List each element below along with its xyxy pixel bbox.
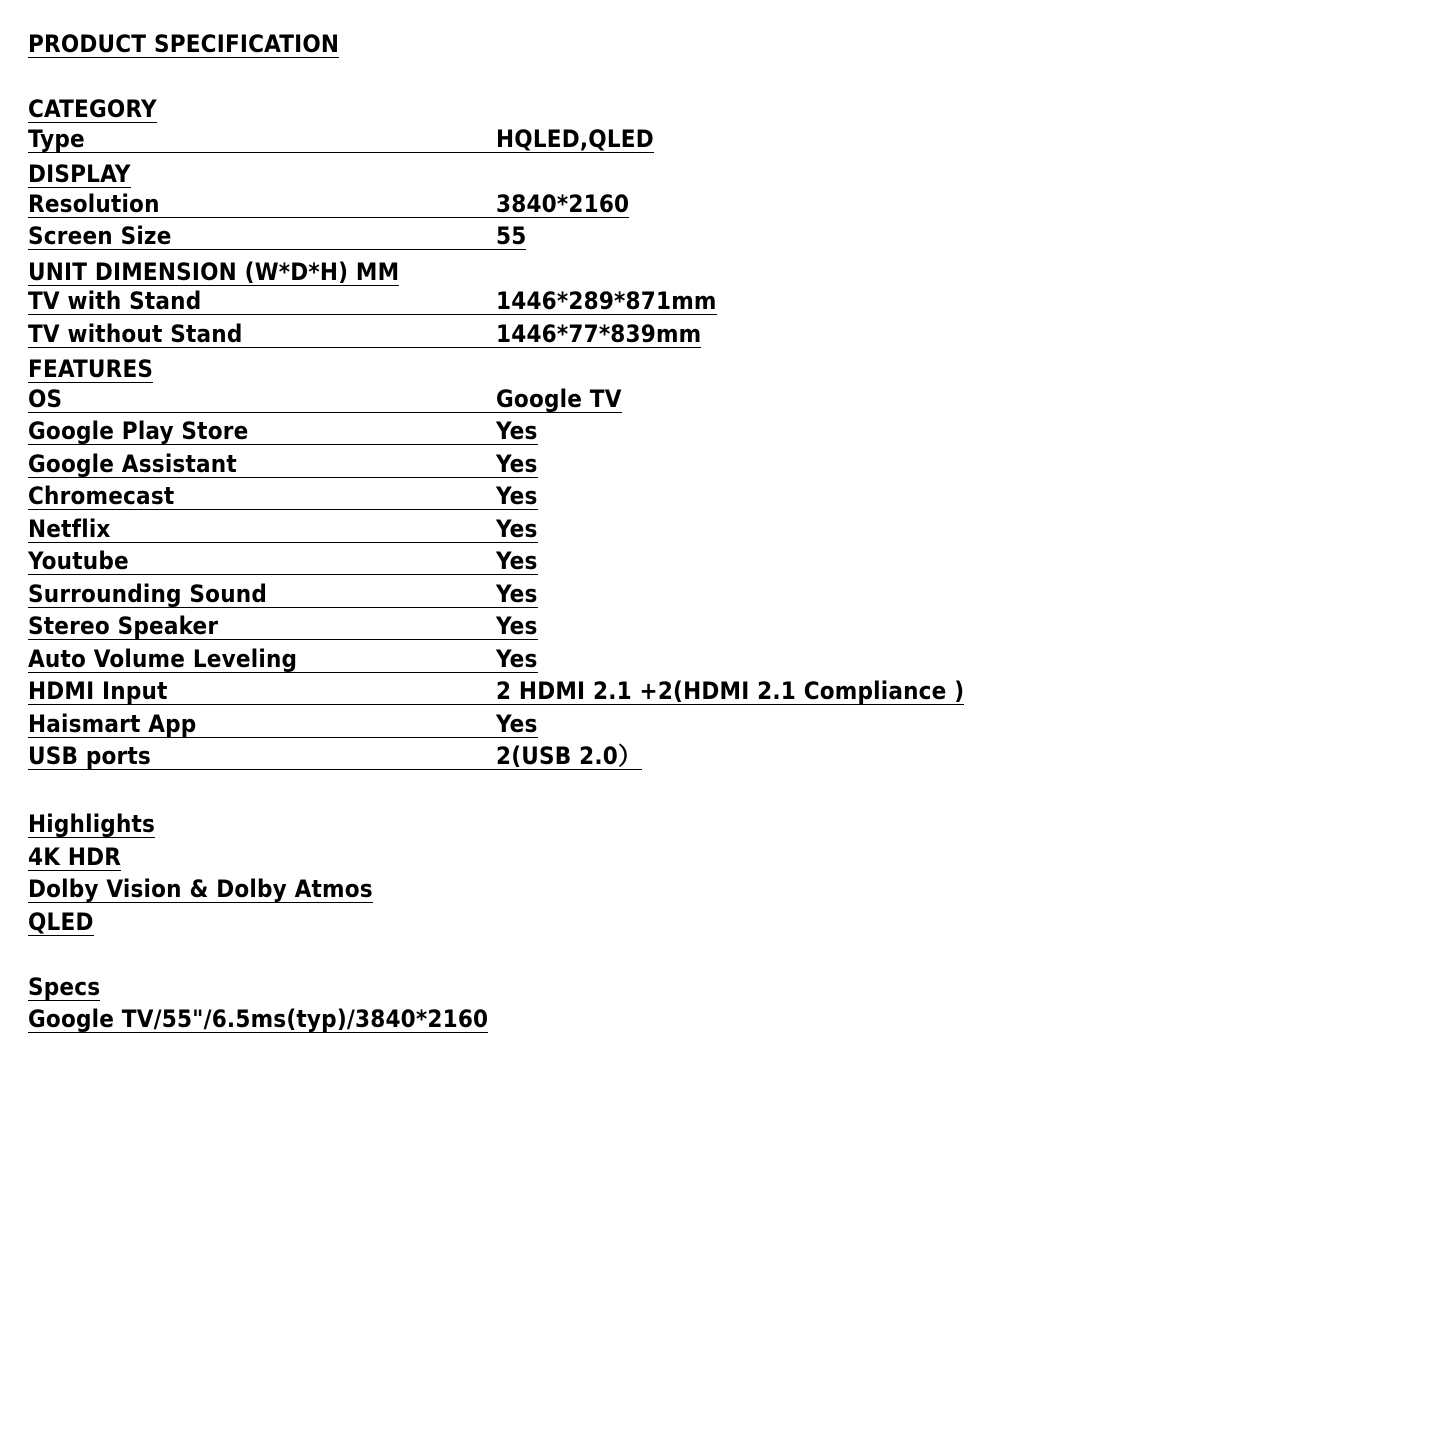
- spec-row-auto-volume-leveling: [28, 646, 1408, 679]
- spacer: [28, 776, 1408, 809]
- specs-summary-text: Google TV/55"/6.5ms(typ)/3840*2160: [28, 1005, 489, 1033]
- spec-row-netflix: [28, 516, 1408, 549]
- spec-label: USB ports: [28, 743, 496, 770]
- spec-label: Stereo Speaker: [28, 613, 496, 640]
- spec-row-haismart-app: [28, 711, 1408, 744]
- spec-row-screen-size: [28, 223, 1408, 256]
- highlight-item: [28, 873, 1408, 906]
- spec-value: 2(USB 2.0）: [496, 742, 643, 770]
- highlights-heading-line: [28, 808, 1408, 841]
- highlight-text: Dolby Vision & Dolby Atmos: [28, 875, 373, 903]
- spec-value: Yes: [496, 482, 538, 510]
- spec-value: 2 HDMI 2.1 +2(HDMI 2.1 Compliance ): [496, 677, 965, 705]
- spec-label: Youtube: [28, 548, 496, 575]
- section-heading-features: FEATURES: [28, 355, 154, 383]
- spec-value: 3840*2160: [496, 189, 630, 218]
- spec-row-surrounding-sound: [28, 581, 1408, 614]
- spec-value: 55: [496, 222, 527, 250]
- highlight-item: [28, 841, 1408, 874]
- highlight-item: [28, 906, 1408, 939]
- highlights-heading: Highlights: [28, 810, 156, 838]
- spec-label: Netflix: [28, 516, 496, 543]
- spec-row-hdmi-input: [28, 678, 1408, 711]
- spec-value: Yes: [496, 709, 538, 738]
- section-display-heading-line: [28, 158, 1408, 191]
- spec-row-tv-with-stand: [28, 288, 1408, 321]
- spec-value: Yes: [496, 644, 538, 673]
- spec-label: Type: [28, 126, 496, 153]
- spec-label: Chromecast: [28, 483, 496, 510]
- spec-label: Google Play Store: [28, 418, 496, 445]
- spec-label: Haismart App: [28, 711, 496, 738]
- spec-value: Yes: [496, 547, 538, 575]
- spec-document: [28, 28, 1408, 1036]
- spec-label: OS: [28, 386, 496, 413]
- spec-label: TV with Stand: [28, 288, 496, 315]
- spec-label: Resolution: [28, 191, 496, 218]
- spec-row-usb-ports: [28, 743, 1408, 776]
- spec-value: 1446*289*871mm: [496, 287, 717, 315]
- spec-value: Yes: [496, 449, 538, 478]
- spec-label: HDMI Input: [28, 678, 496, 705]
- spec-value: HQLED,QLED: [496, 124, 654, 153]
- spec-row-chromecast: [28, 483, 1408, 516]
- page-title: PRODUCT SPECIFICATION: [28, 30, 340, 58]
- spec-label: TV without Stand: [28, 321, 496, 348]
- section-features-heading-line: [28, 353, 1408, 386]
- section-heading-unit-dimension: UNIT DIMENSION (W*D*H) MM: [28, 257, 400, 286]
- spec-row-google-play-store: [28, 418, 1408, 451]
- spacer: [28, 938, 1408, 971]
- section-category-heading-line: [28, 93, 1408, 126]
- spec-label: Surrounding Sound: [28, 581, 496, 608]
- spec-row-resolution: [28, 191, 1408, 224]
- specs-heading-line: [28, 971, 1408, 1004]
- spec-value: Yes: [496, 612, 538, 640]
- spec-row-stereo-speaker: [28, 613, 1408, 646]
- spec-label: Google Assistant: [28, 451, 496, 478]
- spec-value: Google TV: [496, 384, 622, 413]
- spec-row-google-assistant: [28, 451, 1408, 484]
- spec-value: 1446*77*839mm: [496, 319, 702, 348]
- spec-row-type: [28, 126, 1408, 159]
- spec-label: Screen Size: [28, 223, 496, 250]
- spec-value: Yes: [496, 579, 538, 608]
- spec-row-os: [28, 386, 1408, 419]
- specs-heading: Specs: [28, 972, 101, 1001]
- spec-value: Yes: [496, 417, 538, 445]
- title-line: [28, 28, 1408, 61]
- spec-row-youtube: [28, 548, 1408, 581]
- highlight-text: QLED: [28, 907, 94, 936]
- specs-item: [28, 1003, 1408, 1036]
- section-heading-category: CATEGORY: [28, 95, 157, 123]
- spacer: [28, 61, 1408, 94]
- section-dimension-heading-line: [28, 256, 1408, 289]
- spec-value: Yes: [496, 514, 538, 543]
- highlight-text: 4K HDR: [28, 842, 122, 871]
- spec-row-tv-without-stand: [28, 321, 1408, 354]
- section-heading-display: DISPLAY: [28, 160, 131, 188]
- spec-label: Auto Volume Leveling: [28, 646, 496, 673]
